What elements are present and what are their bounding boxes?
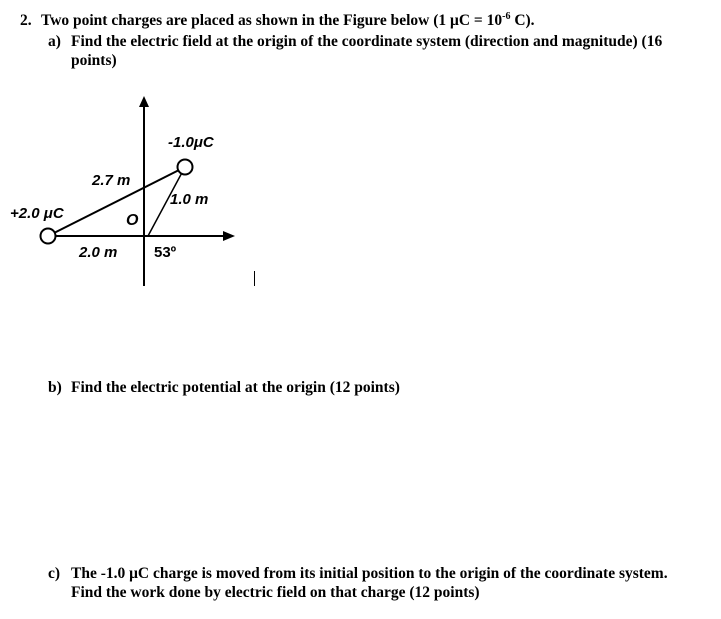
- text-cursor: [254, 271, 255, 286]
- angle-label: 53º: [154, 244, 177, 261]
- part-a-line1: Find the electric field at the origin of the coordinate system (direction and magnitude) (16: [71, 33, 663, 50]
- positive-charge: [41, 229, 56, 244]
- question-number: 2.: [20, 12, 32, 29]
- part-a-label: a): [48, 33, 61, 50]
- stem-prefix: Two point charges are placed as shown in the Figure below (1 μC = 10: [41, 12, 503, 29]
- part-c-label: c): [48, 565, 61, 582]
- y-axis-arrow-icon: [139, 96, 149, 107]
- short-distance-label: 1.0 m: [170, 191, 209, 208]
- negative-charge: [178, 160, 193, 175]
- hypotenuse-distance-label: 2.7 m: [92, 172, 131, 189]
- positive-charge-label: +2.0 μC: [10, 205, 64, 222]
- horizontal-distance-label: 2.0 m: [79, 244, 118, 261]
- stem-exponent: -6: [502, 10, 511, 22]
- part-b-label: b): [48, 379, 62, 396]
- x-axis-arrow-icon: [223, 231, 235, 241]
- part-c-line1: The -1.0 μC charge is moved from its initial position to the origin of the coordinate system.: [71, 565, 668, 582]
- part-a-line2: points): [71, 52, 117, 69]
- part-c-line2: Find the work done by electric field on that charge (12 points): [71, 584, 480, 601]
- stem-suffix: C).: [510, 12, 535, 29]
- negative-charge-label: -1.0μC: [168, 134, 214, 151]
- origin-label: O: [126, 212, 139, 229]
- part-b-line1: Find the electric potential at the origin (12 points): [71, 379, 400, 396]
